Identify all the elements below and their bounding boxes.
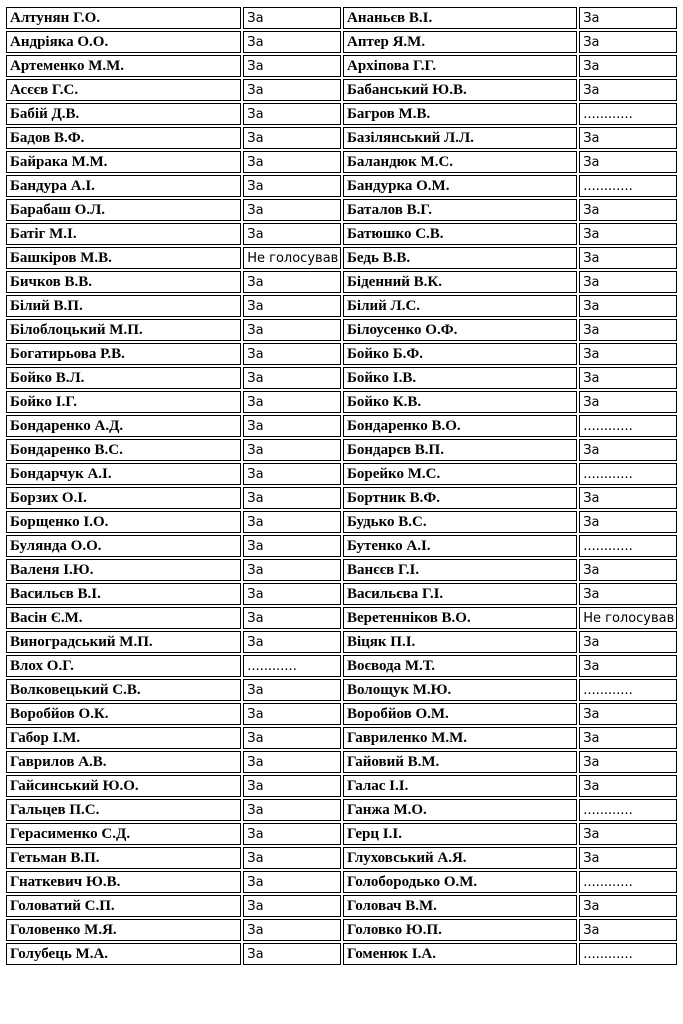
vote-result-cell: За — [243, 631, 341, 653]
vote-result-cell: ............ — [579, 175, 677, 197]
deputy-name-cell: Веретенніков В.О. — [343, 607, 577, 629]
table-row — [6, 343, 677, 365]
deputy-name-cell: Габор І.М. — [6, 727, 241, 749]
deputy-name-cell: Виноградський М.П. — [6, 631, 241, 653]
deputy-name-cell: Біденний В.К. — [343, 271, 577, 293]
table-row — [6, 367, 677, 389]
vote-result-cell: За — [579, 319, 677, 341]
deputy-name-cell: Барабаш О.Л. — [6, 199, 241, 221]
vote-result-cell: ............ — [243, 655, 341, 677]
table-row — [6, 799, 677, 821]
vote-result-cell: За — [243, 295, 341, 317]
deputy-name-cell: Гайовий В.М. — [343, 751, 577, 773]
table-row — [6, 775, 677, 797]
deputy-name-cell: Гальцев П.С. — [6, 799, 241, 821]
vote-result-cell: За — [579, 31, 677, 53]
vote-result-cell: За — [243, 607, 341, 629]
vote-result-cell: За — [579, 127, 677, 149]
vote-result-cell: За — [579, 199, 677, 221]
vote-result-cell: За — [243, 799, 341, 821]
table-row — [6, 487, 677, 509]
vote-result-cell: Не голосував — [243, 247, 341, 269]
vote-result-cell: За — [579, 823, 677, 845]
vote-result-cell: За — [243, 847, 341, 869]
vote-result-cell: За — [579, 151, 677, 173]
vote-rows — [6, 7, 677, 965]
vote-result-cell: За — [243, 535, 341, 557]
vote-result-cell: За — [579, 343, 677, 365]
vote-result-cell: За — [243, 703, 341, 725]
deputy-name-cell: Бойко І.Г. — [6, 391, 241, 413]
vote-result-cell: За — [579, 583, 677, 605]
vote-result-cell: За — [243, 103, 341, 125]
vote-result-cell: За — [243, 223, 341, 245]
deputy-name-cell: Васильєва Г.І. — [343, 583, 577, 605]
deputy-name-cell: Бабій Д.В. — [6, 103, 241, 125]
vote-result-cell: За — [243, 919, 341, 941]
deputy-name-cell: Білоблоцький М.П. — [6, 319, 241, 341]
deputy-name-cell: Бандура А.І. — [6, 175, 241, 197]
deputy-name-cell: Артеменко М.М. — [6, 55, 241, 77]
deputy-name-cell: Бандурка О.М. — [343, 175, 577, 197]
deputy-name-cell: Бойко Б.Ф. — [343, 343, 577, 365]
table-row — [6, 247, 677, 269]
deputy-name-cell: Борейко М.С. — [343, 463, 577, 485]
deputy-name-cell: Бадов В.Ф. — [6, 127, 241, 149]
table-row — [6, 943, 677, 965]
table-row — [6, 847, 677, 869]
deputy-name-cell: Ванєєв Г.І. — [343, 559, 577, 581]
deputy-name-cell: Бондаренко В.О. — [343, 415, 577, 437]
vote-result-cell: За — [243, 727, 341, 749]
vote-result-cell: ............ — [579, 799, 677, 821]
deputy-name-cell: Головенко М.Я. — [6, 919, 241, 941]
vote-result-cell: За — [243, 559, 341, 581]
vote-results-table — [4, 5, 679, 967]
vote-result-cell: За — [243, 127, 341, 149]
deputy-name-cell: Ананьєв В.І. — [343, 7, 577, 29]
table-row — [6, 151, 677, 173]
deputy-name-cell: Воробйов О.М. — [343, 703, 577, 725]
table-row — [6, 127, 677, 149]
deputy-name-cell: Волковецький С.В. — [6, 679, 241, 701]
deputy-name-cell: Байрака М.М. — [6, 151, 241, 173]
table-row — [6, 439, 677, 461]
vote-result-cell: За — [243, 319, 341, 341]
deputy-name-cell: Баталов В.Г. — [343, 199, 577, 221]
vote-result-cell: За — [243, 55, 341, 77]
deputy-name-cell: Валеня І.Ю. — [6, 559, 241, 581]
table-row — [6, 895, 677, 917]
deputy-name-cell: Бутенко А.І. — [343, 535, 577, 557]
vote-result-cell: За — [243, 871, 341, 893]
vote-result-cell: За — [579, 487, 677, 509]
deputy-name-cell: Гаврилов А.В. — [6, 751, 241, 773]
table-row — [6, 655, 677, 677]
deputy-name-cell: Воробйов О.К. — [6, 703, 241, 725]
table-row — [6, 391, 677, 413]
deputy-name-cell: Архіпова Г.Г. — [343, 55, 577, 77]
table-row — [6, 679, 677, 701]
vote-result-cell: За — [579, 655, 677, 677]
table-row — [6, 703, 677, 725]
deputy-name-cell: Гайсинський Ю.О. — [6, 775, 241, 797]
table-row — [6, 415, 677, 437]
vote-result-cell: За — [243, 775, 341, 797]
deputy-name-cell: Волощук М.Ю. — [343, 679, 577, 701]
deputy-name-cell: Бичков В.В. — [6, 271, 241, 293]
deputy-name-cell: Білий В.П. — [6, 295, 241, 317]
deputy-name-cell: Булянда О.О. — [6, 535, 241, 557]
vote-result-cell: За — [243, 31, 341, 53]
vote-result-cell: ............ — [579, 463, 677, 485]
deputy-name-cell: Бортник В.Ф. — [343, 487, 577, 509]
deputy-name-cell: Бойко В.Л. — [6, 367, 241, 389]
vote-result-cell: ............ — [579, 871, 677, 893]
deputy-name-cell: Ганжа М.О. — [343, 799, 577, 821]
vote-result-cell: За — [579, 511, 677, 533]
vote-result-cell: За — [579, 367, 677, 389]
deputy-name-cell: Баландюк М.С. — [343, 151, 577, 173]
vote-result-cell: За — [243, 895, 341, 917]
deputy-name-cell: Андріяка О.О. — [6, 31, 241, 53]
table-row — [6, 583, 677, 605]
table-row — [6, 823, 677, 845]
table-row — [6, 607, 677, 629]
deputy-name-cell: Батюшко С.В. — [343, 223, 577, 245]
table-row — [6, 871, 677, 893]
deputy-name-cell: Глуховський А.Я. — [343, 847, 577, 869]
deputy-name-cell: Борщенко І.О. — [6, 511, 241, 533]
vote-result-cell: За — [243, 391, 341, 413]
table-row — [6, 55, 677, 77]
vote-result-cell: За — [243, 415, 341, 437]
vote-result-cell: За — [579, 223, 677, 245]
vote-result-cell: За — [579, 295, 677, 317]
vote-result-cell: ............ — [579, 415, 677, 437]
vote-result-cell: За — [579, 847, 677, 869]
table-row — [6, 319, 677, 341]
vote-result-cell: За — [243, 751, 341, 773]
vote-result-cell: ............ — [579, 103, 677, 125]
table-row — [6, 535, 677, 557]
deputy-name-cell: Бондарчук А.І. — [6, 463, 241, 485]
vote-result-cell: За — [243, 487, 341, 509]
table-row — [6, 751, 677, 773]
deputy-name-cell: Білоусенко О.Ф. — [343, 319, 577, 341]
deputy-name-cell: Галас І.І. — [343, 775, 577, 797]
deputy-name-cell: Гнаткевич Ю.В. — [6, 871, 241, 893]
deputy-name-cell: Борзих О.І. — [6, 487, 241, 509]
deputy-name-cell: Васильєв В.І. — [6, 583, 241, 605]
table-row — [6, 919, 677, 941]
deputy-name-cell: Головач В.М. — [343, 895, 577, 917]
deputy-name-cell: Голубець М.А. — [6, 943, 241, 965]
vote-result-cell: За — [579, 919, 677, 941]
vote-result-cell: За — [579, 439, 677, 461]
deputy-name-cell: Алтунян Г.О. — [6, 7, 241, 29]
deputy-name-cell: Бедь В.В. — [343, 247, 577, 269]
deputy-name-cell: Будько В.С. — [343, 511, 577, 533]
deputy-name-cell: Білий Л.С. — [343, 295, 577, 317]
table-row — [6, 175, 677, 197]
vote-result-cell: ............ — [579, 943, 677, 965]
vote-result-cell: За — [243, 175, 341, 197]
vote-result-cell: За — [579, 391, 677, 413]
table-row — [6, 727, 677, 749]
vote-result-cell: За — [243, 583, 341, 605]
vote-result-cell: ............ — [579, 679, 677, 701]
vote-result-cell: За — [243, 823, 341, 845]
deputy-name-cell: Віцяк П.І. — [343, 631, 577, 653]
table-row — [6, 103, 677, 125]
table-row — [6, 7, 677, 29]
vote-result-cell: За — [579, 703, 677, 725]
deputy-name-cell: Батіг М.І. — [6, 223, 241, 245]
vote-result-cell: За — [243, 7, 341, 29]
deputy-name-cell: Влох О.Г. — [6, 655, 241, 677]
deputy-name-cell: Багров М.В. — [343, 103, 577, 125]
vote-result-cell: За — [243, 79, 341, 101]
deputy-name-cell: Бондаренко В.С. — [6, 439, 241, 461]
vote-result-cell: ............ — [579, 535, 677, 557]
deputy-name-cell: Герц І.І. — [343, 823, 577, 845]
table-row — [6, 223, 677, 245]
deputy-name-cell: Бойко І.В. — [343, 367, 577, 389]
deputy-name-cell: Герасименко С.Д. — [6, 823, 241, 845]
table-row — [6, 79, 677, 101]
table-row — [6, 295, 677, 317]
vote-result-cell: За — [243, 943, 341, 965]
vote-result-cell: За — [579, 7, 677, 29]
deputy-name-cell: Аптер Я.М. — [343, 31, 577, 53]
vote-result-cell: За — [579, 55, 677, 77]
deputy-name-cell: Головко Ю.П. — [343, 919, 577, 941]
vote-result-cell: За — [243, 439, 341, 461]
deputy-name-cell: Богатирьова Р.В. — [6, 343, 241, 365]
deputy-name-cell: Башкіров М.В. — [6, 247, 241, 269]
vote-result-cell: За — [243, 343, 341, 365]
vote-result-cell: За — [579, 271, 677, 293]
vote-result-cell: За — [579, 727, 677, 749]
table-row — [6, 511, 677, 533]
deputy-name-cell: Асєєв Г.С. — [6, 79, 241, 101]
vote-result-cell: За — [579, 79, 677, 101]
table-row — [6, 463, 677, 485]
deputy-name-cell: Васін Є.М. — [6, 607, 241, 629]
vote-result-cell: За — [579, 631, 677, 653]
deputy-name-cell: Гавриленко М.М. — [343, 727, 577, 749]
vote-result-cell: За — [579, 895, 677, 917]
vote-result-cell: За — [579, 559, 677, 581]
deputy-name-cell: Бондарєв В.П. — [343, 439, 577, 461]
vote-result-cell: За — [579, 247, 677, 269]
vote-result-cell: Не голосував — [579, 607, 677, 629]
deputy-name-cell: Гоменюк І.А. — [343, 943, 577, 965]
deputy-name-cell: Бондаренко А.Д. — [6, 415, 241, 437]
table-row — [6, 559, 677, 581]
deputy-name-cell: Головатий С.П. — [6, 895, 241, 917]
deputy-name-cell: Гетьман В.П. — [6, 847, 241, 869]
table-row — [6, 31, 677, 53]
vote-result-cell: За — [243, 199, 341, 221]
vote-result-cell: За — [579, 775, 677, 797]
deputy-name-cell: Базілянський Л.Л. — [343, 127, 577, 149]
vote-result-cell: За — [243, 271, 341, 293]
table-row — [6, 199, 677, 221]
vote-result-cell: За — [243, 511, 341, 533]
deputy-name-cell: Бабанський Ю.В. — [343, 79, 577, 101]
vote-result-cell: За — [243, 151, 341, 173]
table-row — [6, 271, 677, 293]
vote-result-cell: За — [243, 679, 341, 701]
deputy-name-cell: Голобородько О.М. — [343, 871, 577, 893]
vote-result-cell: За — [243, 463, 341, 485]
deputy-name-cell: Бойко К.В. — [343, 391, 577, 413]
deputy-name-cell: Воєвода М.Т. — [343, 655, 577, 677]
vote-result-cell: За — [243, 367, 341, 389]
table-row — [6, 631, 677, 653]
vote-result-cell: За — [579, 751, 677, 773]
